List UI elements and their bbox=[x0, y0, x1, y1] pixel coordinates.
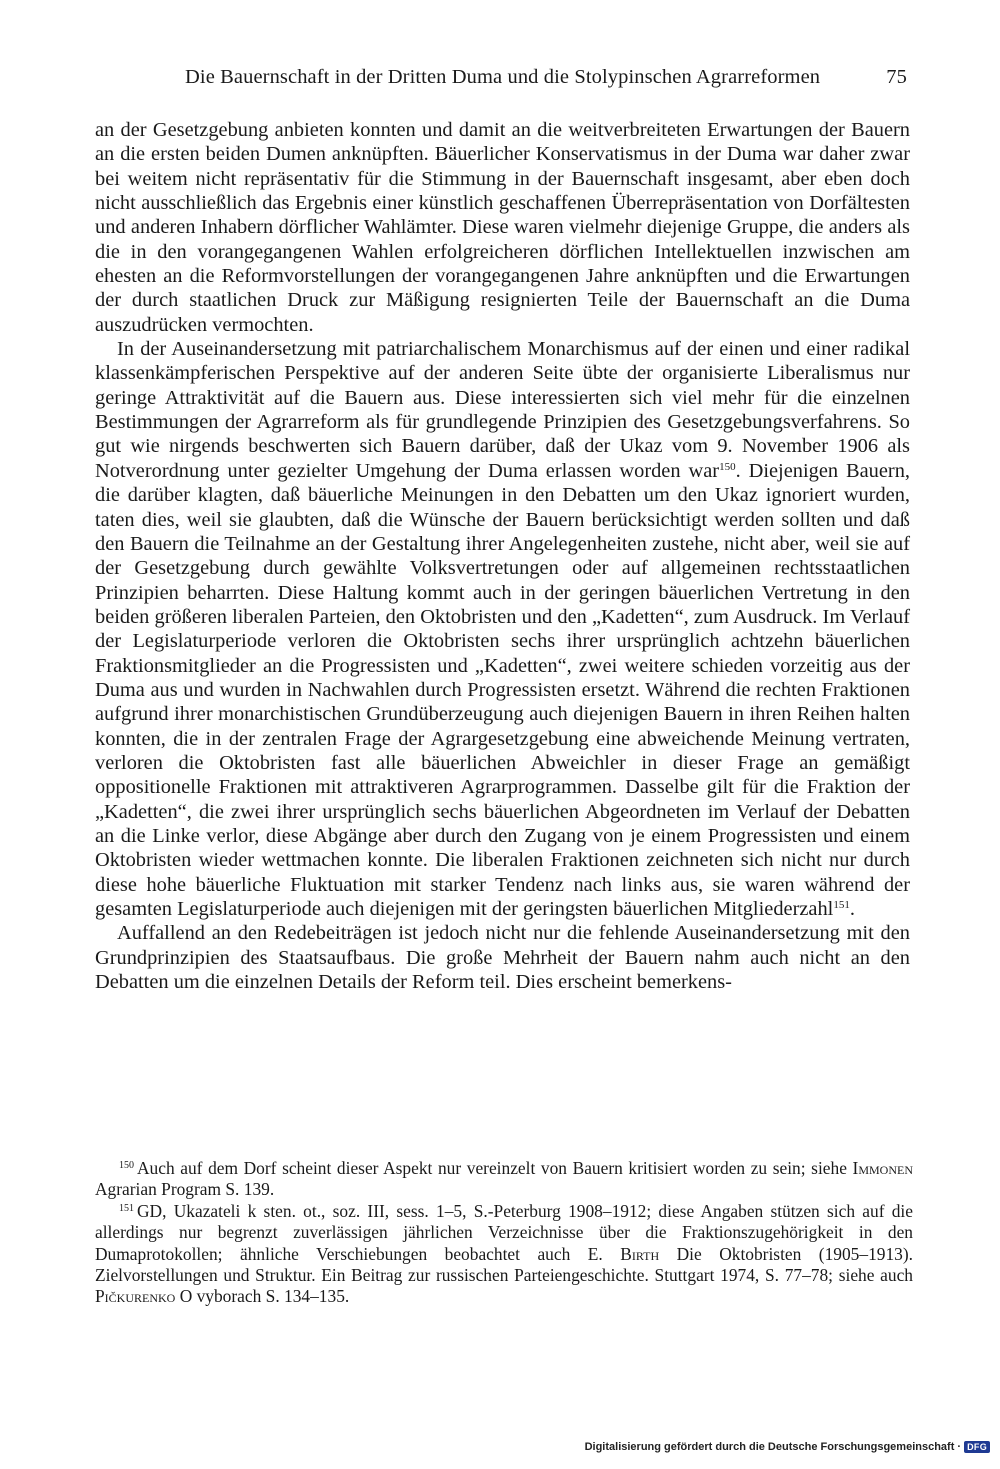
author-name: Birth bbox=[620, 1243, 660, 1264]
footnote-text: GD, Ukazateli k sten. ot., soz. III, sess. 1–5, S.-Peterburg 1908–1912; diese Angaben stützen sich auf die allerdings nur begrenzt zuverlässigen jährlichen Verzeichnisse über die Fraktionszugehörigkeit in den Dumaprotokollen; ähnliche Verschiebungen beobachtet auch E. bbox=[95, 1200, 913, 1264]
footnote-ref-151[interactable]: 151 bbox=[833, 899, 850, 911]
footnote-ref-150[interactable]: 150 bbox=[719, 460, 736, 473]
dfg-logo: DFG bbox=[964, 1441, 990, 1453]
main-text bbox=[95, 118, 910, 994]
footnotes bbox=[95, 1158, 913, 1308]
paragraph-2 bbox=[95, 337, 910, 921]
paragraph-2-part-c: . bbox=[849, 898, 855, 920]
footnote-text: O vyborach S. 134–135. bbox=[175, 1286, 350, 1307]
credit-text: Digitalisierung gefördert durch die Deutsche Forschungsgemeinschaft · bbox=[584, 1441, 962, 1453]
footnote-text: Agrarian Program S. 139. bbox=[95, 1179, 275, 1200]
footnote-150 bbox=[95, 1158, 913, 1201]
footnote-text: Die Oktobristen (1905–1913). Zielvorstellungen und Struktur. Ein Beitrag zur russischen Parteiengeschichte. Stuttgart 1974, S. 77–78; siehe auch bbox=[95, 1243, 913, 1286]
author-name: Immonen bbox=[852, 1158, 913, 1178]
footnote-text: Auch auf dem Dorf scheint dieser Aspekt nur vereinzelt von Bauern kritisiert worden zu sein; siehe bbox=[137, 1158, 853, 1178]
running-title: Die Bauernschaft in der Dritten Duma und die Stolypinschen Agrarreformen bbox=[185, 66, 821, 88]
paragraph-3: Auffallend an den Redebeiträgen ist jedoch nicht nur die fehlende Auseinandersetzung mit den Grundprinzipien des Staatsaufbaus. Die große Mehrheit der Bauern nahm auch nicht an den Debatten um die einzelnen Details der Reform teil. Dies erscheint bemerkens- bbox=[95, 922, 910, 994]
footnote-151 bbox=[95, 1201, 913, 1308]
digitization-credit bbox=[585, 1441, 990, 1453]
footnote-number: 150 bbox=[119, 1160, 134, 1171]
page-number: 75 bbox=[886, 66, 907, 88]
author-name: Pičkurenko bbox=[95, 1286, 176, 1307]
paragraph-2-part-a: In der Auseinandersetzung mit patriarchalischem Monarchismus auf der einen und einer radikal klassenkämpferischen Perspektive auf der anderen Seite übte der organisierte Liberalismus nur geringe Attraktivität auf die Bauern aus. Diese interessierten sich viel mehr für die einzelnen Bestimmungen der Agrarreform als für grundlegende Prinzipien des Gesetzgebungsverfahrens. So gut wie nirgends beschwerten sich Bauern darüber, daß der Ukaz vom 9. November 1906 als Notverordnung unter gezielter Umgehung der Duma erlassen worden war bbox=[95, 338, 910, 482]
running-header bbox=[95, 66, 910, 98]
paragraph-1: an der Gesetzgebung anbieten konnten und damit an die weitverbreiteten Erwartungen der Bauern an die ersten beiden Dumen anknüpften. Bäuerlicher Konservatismus in der Duma war daher zwar bei weitem nicht repräsentativ für die Stimmung in der Bauernschaft insgesamt, aber eben doch nicht ausschließlich das Ergebnis einer künstlich geschaffenen Überrepräsentation von Dorfältesten und anderen Inhabern dörflicher Wahlämter. Diese waren vielmehr diejenige Gruppe, die anders als die in den vorangegangenen Wahlen erfolgreicheren dörflichen Intellektuellen inzwischen am ehesten an die Reformvorstellungen der vorangegangenen Jahre anknüpften und die Erwartungen der durch staatlichen Druck zur Mäßigung resignierten Teile der Bauernschaft an die Duma auszudrücken vermochten. bbox=[95, 119, 910, 336]
footnote-number: 151 bbox=[119, 1202, 134, 1214]
paragraph-2-part-b: . Diejenigen Bauern, die darüber klagten, daß bäuerliche Meinungen in den Debatten um den Ukaz ignoriert wurden, taten dies, weil sie glaubten, daß die Wünsche der Bauern berücksichtigt werden sollten und daß den Bauern die Teilnahme an der Gestaltung ihrer Angelegenheiten zustehe, nicht aber, weil sie auf der Gesetzgebung durch gewählte Volksvertretungen oder auf allgemeinen rechtsstaatlichen Prinzipien beharrten. Diese Haltung kommt auch in der geringen bäuerlichen Vertretung in den beiden größeren liberalen Parteien, den Oktobristen und den „Kadetten“, zum Ausdruck. Im Verlauf der Legislaturperiode verloren die Oktobristen sechs ihrer ursprünglich achtzehn bäuerlichen Fraktionsmitglieder an die Progressisten und „Kadetten“, zwei weitere schieden vorzeitig aus der Duma aus und wurden in Nachwahlen durch Progressisten ersetzt. Während die rechten Fraktionen aufgrund ihrer monarchistischen Grundüberzeugung auch diejenigen Bauern in ihren Reihen halten konnten, die in der zentralen Frage der Agrargesetzgebung eine abweichende Meinung vertraten, verloren die Oktobristen fast alle bäuerlichen Abweichler in dieser Frage an gemäßigt oppositionelle Fraktionen mit attraktiveren Agrarprogrammen. Dasselbe gilt für die Fraktion der „Kadetten“, die zwei ihrer ursprünglich sechs bäuerlichen Abgeordneten im Verlauf der Debatten an die Linke verlor, diese Abgänge aber durch den Zugang von je einem Progressisten und einem Oktobristen wieder wettmachen konnte. Die liberalen Fraktionen zeichneten sich nicht nur durch diese hohe bäuerliche Fluktuation mit starker Tendenz nach links aus, sie waren während der gesamten Legislaturperiode auch diejenigen mit der geringsten bäuerlichen Mitgliederzahl bbox=[95, 459, 910, 920]
